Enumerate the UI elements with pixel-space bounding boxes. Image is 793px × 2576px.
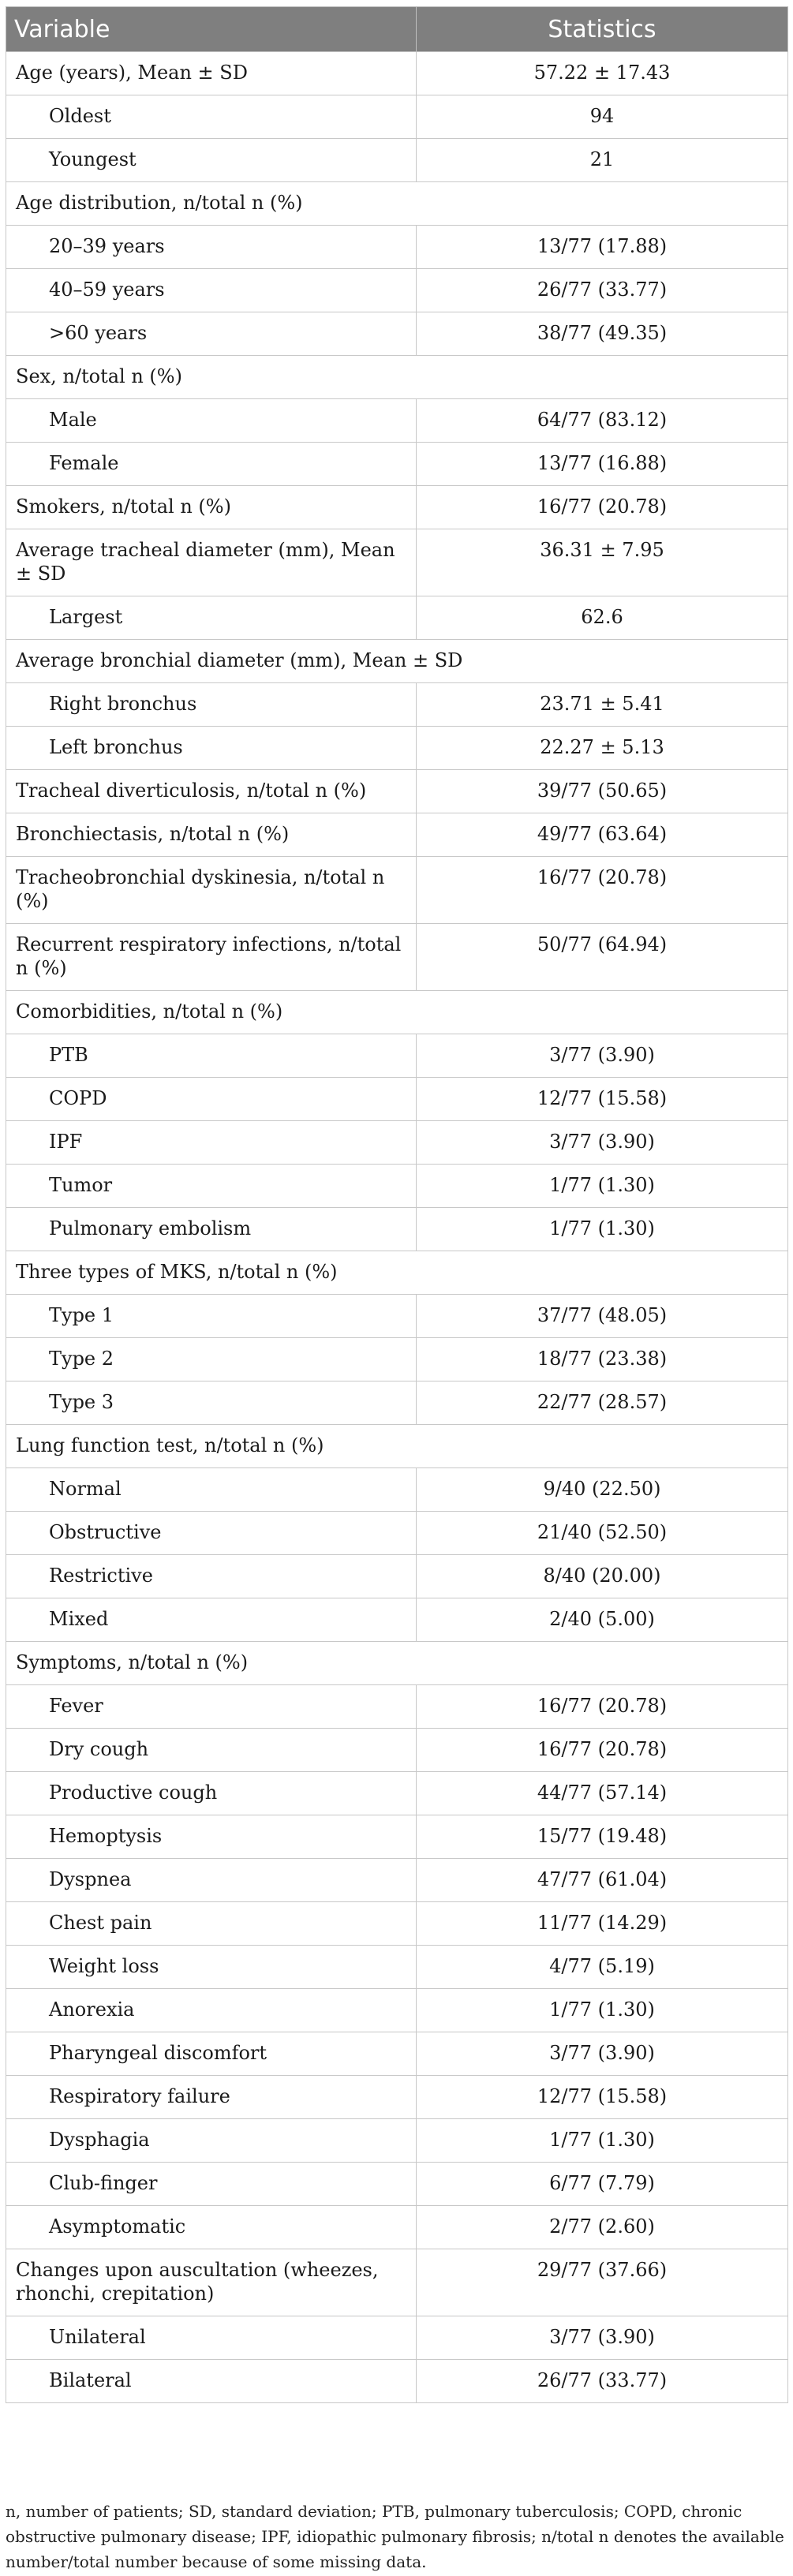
statistics-cell: 21/40 (52.50) xyxy=(417,1512,788,1555)
statistics-cell: 21 xyxy=(417,139,788,182)
table-row xyxy=(6,2163,788,2206)
variable-cell: PTB xyxy=(6,1034,417,1078)
variable-cell: Hemoptysis xyxy=(6,1815,417,1859)
section-heading-cell: Comorbidities, n/total n (%) xyxy=(6,991,788,1034)
statistics-cell: 49/77 (63.64) xyxy=(417,813,788,857)
table-row xyxy=(6,2360,788,2403)
table-row xyxy=(6,727,788,770)
table-row xyxy=(6,1338,788,1381)
variable-cell: >60 years xyxy=(6,312,417,356)
table-row xyxy=(6,1946,788,1989)
table-row xyxy=(6,1034,788,1078)
table-row xyxy=(6,596,788,640)
variable-cell: Chest pain xyxy=(6,1902,417,1946)
statistics-cell: 3/77 (3.90) xyxy=(417,1034,788,1078)
table-row xyxy=(6,1468,788,1512)
statistics-cell: 15/77 (19.48) xyxy=(417,1815,788,1859)
table-row xyxy=(6,1815,788,1859)
table-row xyxy=(6,139,788,182)
table-row xyxy=(6,1381,788,1425)
statistics-cell: 94 xyxy=(417,95,788,139)
statistics-cell: 50/77 (64.94) xyxy=(417,924,788,991)
section-heading-cell: Age distribution, n/total n (%) xyxy=(6,182,788,226)
table-row xyxy=(6,312,788,356)
variable-cell: Weight loss xyxy=(6,1946,417,1989)
section-heading-cell: Symptoms, n/total n (%) xyxy=(6,1642,788,1685)
table-row xyxy=(6,1729,788,1772)
table-row xyxy=(6,1295,788,1338)
section-heading-cell: Lung function test, n/total n (%) xyxy=(6,1425,788,1468)
table-row xyxy=(6,2316,788,2360)
table-row xyxy=(6,529,788,596)
statistics-cell: 64/77 (83.12) xyxy=(417,399,788,443)
statistics-cell: 22/77 (28.57) xyxy=(417,1381,788,1425)
variable-cell: Respiratory failure xyxy=(6,2076,417,2119)
variable-cell: Type 2 xyxy=(6,1338,417,1381)
statistics-cell: 22.27 ± 5.13 xyxy=(417,727,788,770)
statistics-cell: 36.31 ± 7.95 xyxy=(417,529,788,596)
statistics-cell: 16/77 (20.78) xyxy=(417,1729,788,1772)
table-footnote: n, number of patients; SD, standard deviation; PTB, pulmonary tuberculosis; COPD, chronic obstructive pulmonary disease; IPF, idiopathic pulmonary fibrosis; n/total n denotes the available number/total number because of some missing data. xyxy=(6,2502,784,2571)
variable-cell: Dysphagia xyxy=(6,2119,417,2163)
table-row xyxy=(6,356,788,399)
variable-cell: COPD xyxy=(6,1078,417,1121)
table-row xyxy=(6,1989,788,2032)
variable-cell: Mixed xyxy=(6,1598,417,1642)
table-row xyxy=(6,2119,788,2163)
table-row xyxy=(6,2076,788,2119)
header-statistics: Statistics xyxy=(417,7,788,52)
statistics-cell: 12/77 (15.58) xyxy=(417,2076,788,2119)
variable-cell: Dry cough xyxy=(6,1729,417,1772)
variable-cell: Type 3 xyxy=(6,1381,417,1425)
table-row xyxy=(6,1859,788,1902)
variable-cell: Tracheobronchial dyskinesia, n/total n (%) xyxy=(6,857,417,924)
statistics-cell: 62.6 xyxy=(417,596,788,640)
table-row xyxy=(6,1078,788,1121)
variable-cell: Largest xyxy=(6,596,417,640)
header-row xyxy=(6,7,788,52)
variable-cell: Youngest xyxy=(6,139,417,182)
variable-cell: Restrictive xyxy=(6,1555,417,1598)
table-row xyxy=(6,1642,788,1685)
section-heading-cell: Average bronchial diameter (mm), Mean ± SD xyxy=(6,640,788,683)
statistics-cell: 13/77 (16.88) xyxy=(417,443,788,486)
table-row xyxy=(6,991,788,1034)
table-row xyxy=(6,486,788,529)
table-row xyxy=(6,399,788,443)
statistics-cell: 16/77 (20.78) xyxy=(417,857,788,924)
variable-cell: Normal xyxy=(6,1468,417,1512)
variable-cell: Bronchiectasis, n/total n (%) xyxy=(6,813,417,857)
table-row xyxy=(6,95,788,139)
statistics-cell: 13/77 (17.88) xyxy=(417,226,788,269)
table-row xyxy=(6,640,788,683)
table-row xyxy=(6,683,788,727)
variable-cell: 20–39 years xyxy=(6,226,417,269)
table-header xyxy=(6,7,788,52)
table-row xyxy=(6,2206,788,2249)
variable-cell: Age (years), Mean ± SD xyxy=(6,52,417,95)
statistics-cell: 26/77 (33.77) xyxy=(417,2360,788,2403)
table-row xyxy=(6,182,788,226)
table-row xyxy=(6,1555,788,1598)
table-row xyxy=(6,1251,788,1295)
variable-cell: Tumor xyxy=(6,1165,417,1208)
table-row xyxy=(6,2249,788,2316)
variable-cell: Unilateral xyxy=(6,2316,417,2360)
variable-cell: Productive cough xyxy=(6,1772,417,1815)
variable-cell: Oldest xyxy=(6,95,417,139)
statistics-cell: 16/77 (20.78) xyxy=(417,486,788,529)
variable-cell: Asymptomatic xyxy=(6,2206,417,2249)
variable-cell: 40–59 years xyxy=(6,269,417,312)
variable-cell: Smokers, n/total n (%) xyxy=(6,486,417,529)
statistics-cell: 44/77 (57.14) xyxy=(417,1772,788,1815)
table-row xyxy=(6,924,788,991)
variable-cell: Fever xyxy=(6,1685,417,1729)
statistics-cell: 2/77 (2.60) xyxy=(417,2206,788,2249)
table-row xyxy=(6,1121,788,1165)
variable-cell: Average tracheal diameter (mm), Mean ± SD xyxy=(6,529,417,596)
statistics-cell: 1/77 (1.30) xyxy=(417,2119,788,2163)
statistics-cell: 3/77 (3.90) xyxy=(417,1121,788,1165)
variable-cell: Pharyngeal discomfort xyxy=(6,2032,417,2076)
statistics-cell: 3/77 (3.90) xyxy=(417,2032,788,2076)
variable-cell: Tracheal diverticulosis, n/total n (%) xyxy=(6,770,417,813)
statistics-cell: 29/77 (37.66) xyxy=(417,2249,788,2316)
variable-cell: Female xyxy=(6,443,417,486)
table-row xyxy=(6,1425,788,1468)
section-heading-cell: Three types of MKS, n/total n (%) xyxy=(6,1251,788,1295)
variable-cell: Obstructive xyxy=(6,1512,417,1555)
variable-cell: Club-finger xyxy=(6,2163,417,2206)
table-body xyxy=(6,52,788,2403)
statistics-cell: 39/77 (50.65) xyxy=(417,770,788,813)
table-row xyxy=(6,1208,788,1251)
statistics-cell: 16/77 (20.78) xyxy=(417,1685,788,1729)
table-row xyxy=(6,1598,788,1642)
table-row xyxy=(6,2032,788,2076)
statistics-cell: 37/77 (48.05) xyxy=(417,1295,788,1338)
table-row xyxy=(6,269,788,312)
table-row xyxy=(6,226,788,269)
statistics-cell: 2/40 (5.00) xyxy=(417,1598,788,1642)
statistics-cell: 9/40 (22.50) xyxy=(417,1468,788,1512)
statistics-cell: 23.71 ± 5.41 xyxy=(417,683,788,727)
statistics-cell: 1/77 (1.30) xyxy=(417,1165,788,1208)
variable-cell: Male xyxy=(6,399,417,443)
table-row xyxy=(6,1902,788,1946)
table-row xyxy=(6,1512,788,1555)
statistics-cell: 4/77 (5.19) xyxy=(417,1946,788,1989)
section-heading-cell: Sex, n/total n (%) xyxy=(6,356,788,399)
statistics-cell: 8/40 (20.00) xyxy=(417,1555,788,1598)
table-row xyxy=(6,1772,788,1815)
statistics-cell: 1/77 (1.30) xyxy=(417,1989,788,2032)
statistics-cell: 38/77 (49.35) xyxy=(417,312,788,356)
table-row xyxy=(6,443,788,486)
variable-cell: IPF xyxy=(6,1121,417,1165)
statistics-cell: 18/77 (23.38) xyxy=(417,1338,788,1381)
table-row xyxy=(6,1685,788,1729)
variable-cell: Dyspnea xyxy=(6,1859,417,1902)
variable-cell: Changes upon auscultation (wheezes, rhonchi, crepitation) xyxy=(6,2249,417,2316)
data-table-container xyxy=(6,6,787,2403)
variable-cell: Anorexia xyxy=(6,1989,417,2032)
variable-cell: Bilateral xyxy=(6,2360,417,2403)
variable-cell: Recurrent respiratory infections, n/total n (%) xyxy=(6,924,417,991)
statistics-cell: 12/77 (15.58) xyxy=(417,1078,788,1121)
statistics-cell: 11/77 (14.29) xyxy=(417,1902,788,1946)
table-row xyxy=(6,770,788,813)
statistics-cell: 57.22 ± 17.43 xyxy=(417,52,788,95)
patient-characteristics-table xyxy=(6,6,788,2403)
statistics-cell: 26/77 (33.77) xyxy=(417,269,788,312)
table-row xyxy=(6,857,788,924)
statistics-cell: 47/77 (61.04) xyxy=(417,1859,788,1902)
statistics-cell: 1/77 (1.30) xyxy=(417,1208,788,1251)
statistics-cell: 6/77 (7.79) xyxy=(417,2163,788,2206)
variable-cell: Right bronchus xyxy=(6,683,417,727)
variable-cell: Pulmonary embolism xyxy=(6,1208,417,1251)
variable-cell: Left bronchus xyxy=(6,727,417,770)
table-row xyxy=(6,1165,788,1208)
table-row xyxy=(6,52,788,95)
statistics-cell: 3/77 (3.90) xyxy=(417,2316,788,2360)
variable-cell: Type 1 xyxy=(6,1295,417,1338)
header-variable: Variable xyxy=(6,7,417,52)
table-row xyxy=(6,813,788,857)
